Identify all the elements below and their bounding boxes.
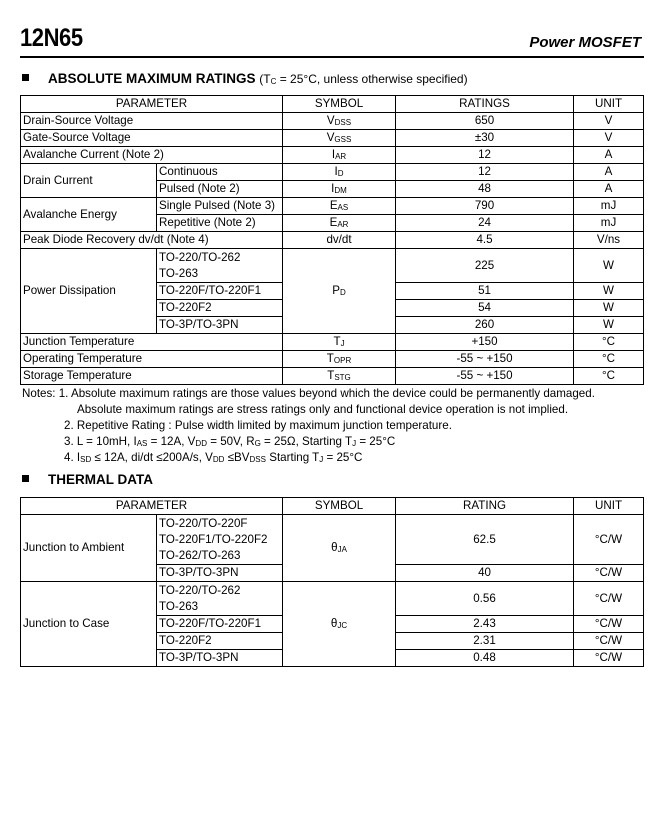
param-cell: Peak Diode Recovery dv/dt (Note 4) bbox=[21, 232, 283, 249]
note-3: 3. L = 10mH, $I_{AS} = 12A$, $V_{DD} = 50V$, $R_G = 25\Omega$, Starting $T_J = 25^\circ C$ bbox=[64, 435, 396, 448]
table-row bbox=[21, 164, 644, 181]
unit-cell: mJ bbox=[574, 198, 644, 215]
condition-cell: Single Pulsed (Note 3) bbox=[157, 198, 283, 215]
unit-cell: W bbox=[574, 317, 644, 334]
abs-max-condition: ($T_C = 25^\circ C$, unless otherwise specified) bbox=[259, 72, 468, 86]
unit-cell: mJ bbox=[574, 215, 644, 232]
col-parameter: PARAMETER bbox=[21, 96, 283, 113]
symbol-cell: $\theta_{JA}$ bbox=[283, 515, 396, 582]
condition-cell: TO-220F2 bbox=[157, 300, 283, 317]
bullet-icon bbox=[22, 74, 29, 81]
table-row bbox=[21, 113, 644, 130]
unit-cell: °C/W bbox=[574, 616, 644, 633]
symbol-cell: $E_{AR}$ bbox=[283, 215, 396, 232]
unit-cell: A bbox=[574, 181, 644, 198]
symbol-cell: $T_{STG}$ bbox=[283, 368, 396, 385]
unit-cell: °C bbox=[574, 334, 644, 351]
package-cell: TO-220F/TO-220F1 bbox=[157, 616, 283, 633]
table-row bbox=[21, 515, 644, 565]
thermal-title: THERMAL DATA bbox=[48, 472, 153, 487]
symbol-cell: $T_{OPR}$ bbox=[283, 351, 396, 368]
table-row bbox=[21, 198, 644, 215]
package-line: TO-220/TO-220F bbox=[159, 516, 248, 530]
col-rating: RATING bbox=[396, 498, 574, 515]
param-cell: Drain-Source Voltage bbox=[21, 113, 283, 130]
unit-cell: W bbox=[574, 283, 644, 300]
unit-cell: °C bbox=[574, 368, 644, 385]
symbol-cell: $V_{GSS}$ bbox=[283, 130, 396, 147]
param-cell: Gate-Source Voltage bbox=[21, 130, 283, 147]
package-cell bbox=[157, 515, 283, 565]
package-cell bbox=[157, 582, 283, 616]
param-cell: Operating Temperature bbox=[21, 351, 283, 368]
package-line: TO-262/TO-263 bbox=[159, 548, 241, 562]
unit-cell: °C/W bbox=[574, 565, 644, 582]
unit-cell: A bbox=[574, 164, 644, 181]
value-cell: 650 bbox=[396, 113, 574, 130]
note-2: 2. Repetitive Rating : Pulse width limited by maximum junction temperature. bbox=[64, 419, 452, 432]
unit-cell: A bbox=[574, 147, 644, 164]
note-1-continued: Absolute maximum ratings are stress ratings only and functional device operation is not implied. bbox=[77, 403, 569, 416]
package-line: TO-220F1/TO-220F2 bbox=[159, 532, 268, 546]
symbol-cell: dv/dt bbox=[283, 232, 396, 249]
value-cell: 0.56 bbox=[396, 582, 574, 616]
symbol-cell: $V_{DSS}$ bbox=[283, 113, 396, 130]
unit-cell: V/ns bbox=[574, 232, 644, 249]
value-cell: 54 bbox=[396, 300, 574, 317]
value-cell: -55 ~ +150 bbox=[396, 368, 574, 385]
header-rule bbox=[20, 56, 644, 58]
param-cell: Avalanche Energy bbox=[21, 198, 157, 232]
notes-block bbox=[22, 386, 644, 466]
note-1: Notes: 1. Absolute maximum ratings are those values beyond which the device could be permanently damaged. bbox=[22, 387, 595, 400]
param-cell: Junction to Case bbox=[21, 582, 157, 667]
package-line: TO-220/TO-262 bbox=[159, 583, 241, 597]
part-number: 12N65 bbox=[20, 24, 83, 52]
table-row bbox=[21, 147, 644, 164]
package-line: TO-263 bbox=[159, 599, 199, 613]
package-cell: TO-220F2 bbox=[157, 633, 283, 650]
unit-cell: W bbox=[574, 300, 644, 317]
symbol-cell: $I_{AR}$ bbox=[283, 147, 396, 164]
table-header-row bbox=[21, 498, 644, 515]
table-row bbox=[21, 249, 644, 283]
value-cell: 48 bbox=[396, 181, 574, 198]
table-row bbox=[21, 334, 644, 351]
value-cell: 4.5 bbox=[396, 232, 574, 249]
value-cell: 12 bbox=[396, 147, 574, 164]
condition-cell: Pulsed (Note 2) bbox=[157, 181, 283, 198]
symbol-cell: $E_{AS}$ bbox=[283, 198, 396, 215]
value-cell: 40 bbox=[396, 565, 574, 582]
value-cell: +150 bbox=[396, 334, 574, 351]
package-cell: TO-3P/TO-3PN bbox=[157, 650, 283, 667]
condition-cell: Repetitive (Note 2) bbox=[157, 215, 283, 232]
package-line: TO-263 bbox=[159, 266, 199, 280]
unit-cell: W bbox=[574, 249, 644, 283]
unit-cell: °C/W bbox=[574, 515, 644, 565]
value-cell: 225 bbox=[396, 249, 574, 283]
param-cell: Storage Temperature bbox=[21, 368, 283, 385]
table-row bbox=[21, 130, 644, 147]
table-row bbox=[21, 582, 644, 616]
unit-cell: °C/W bbox=[574, 650, 644, 667]
unit-cell: V bbox=[574, 130, 644, 147]
col-unit: UNIT bbox=[574, 498, 644, 515]
symbol-cell: $I_D$ bbox=[283, 164, 396, 181]
value-cell: 0.48 bbox=[396, 650, 574, 667]
bullet-icon bbox=[22, 475, 29, 482]
device-type: Power MOSFET bbox=[529, 34, 641, 51]
value-cell: 62.5 bbox=[396, 515, 574, 565]
abs-max-heading bbox=[22, 71, 468, 86]
param-cell: Junction to Ambient bbox=[21, 515, 157, 582]
value-cell: 51 bbox=[396, 283, 574, 300]
table-row bbox=[21, 232, 644, 249]
value-cell: 2.43 bbox=[396, 616, 574, 633]
value-cell: 2.31 bbox=[396, 633, 574, 650]
param-cell: Drain Current bbox=[21, 164, 157, 198]
value-cell: ±30 bbox=[396, 130, 574, 147]
package-line: TO-220/TO-262 bbox=[159, 250, 241, 264]
unit-cell: °C/W bbox=[574, 633, 644, 650]
value-cell: 790 bbox=[396, 198, 574, 215]
table-row bbox=[21, 351, 644, 368]
condition-cell: TO-220F/TO-220F1 bbox=[157, 283, 283, 300]
thermal-table bbox=[20, 497, 644, 667]
param-cell: Avalanche Current (Note 2) bbox=[21, 147, 283, 164]
value-cell: 24 bbox=[396, 215, 574, 232]
symbol-cell: $T_J$ bbox=[283, 334, 396, 351]
value-cell: 260 bbox=[396, 317, 574, 334]
package-cell: TO-3P/TO-3PN bbox=[157, 565, 283, 582]
value-cell: -55 ~ +150 bbox=[396, 351, 574, 368]
table-header-row bbox=[21, 96, 644, 113]
col-ratings: RATINGS bbox=[396, 96, 574, 113]
param-cell: Junction Temperature bbox=[21, 334, 283, 351]
condition-cell: Continuous bbox=[157, 164, 283, 181]
symbol-cell: $\theta_{JC}$ bbox=[283, 582, 396, 667]
unit-cell: V bbox=[574, 113, 644, 130]
abs-max-title: ABSOLUTE MAXIMUM RATINGS bbox=[48, 71, 256, 86]
col-parameter: PARAMETER bbox=[21, 498, 283, 515]
table-row bbox=[21, 368, 644, 385]
value-cell: 12 bbox=[396, 164, 574, 181]
symbol-cell: $I_{DM}$ bbox=[283, 181, 396, 198]
note-4: 4. $I_{SD} \le 12A$, di/dt ≤200A/s, $V_{DD} \le BV_{DSS}$ Starting $T_J = 25^\circ C$ bbox=[64, 451, 363, 464]
condition-cell: TO-3P/TO-3PN bbox=[157, 317, 283, 334]
param-cell: Power Dissipation bbox=[21, 249, 157, 334]
unit-cell: °C bbox=[574, 351, 644, 368]
unit-cell: °C/W bbox=[574, 582, 644, 616]
condition-cell bbox=[157, 249, 283, 283]
col-unit: UNIT bbox=[574, 96, 644, 113]
thermal-heading bbox=[22, 472, 153, 487]
symbol-cell: $P_D$ bbox=[283, 249, 396, 334]
col-symbol: SYMBOL bbox=[283, 96, 396, 113]
abs-max-table bbox=[20, 95, 644, 385]
col-symbol: SYMBOL bbox=[283, 498, 396, 515]
